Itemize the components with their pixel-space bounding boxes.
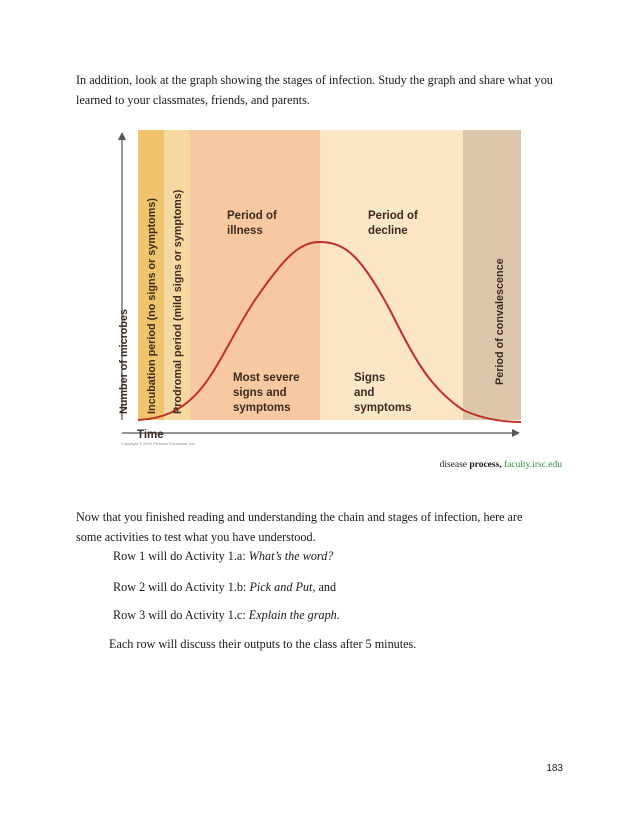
discussion-instruction: Each row will discuss their outputs to the class after 5 minutes. (109, 637, 417, 651)
severe-label-line2: signs and (233, 387, 287, 399)
row1-activity: What’s the word? (248, 549, 334, 563)
row1-assignment (113, 549, 333, 564)
severe-label-line3: symptoms (233, 402, 291, 414)
caption-bold: process, (469, 460, 502, 470)
stages-graph (115, 130, 521, 446)
row3-text: Row 3 will do Activity 1.c: (113, 608, 249, 622)
convalescence-band (463, 130, 521, 420)
copyright-note: Copyright © 2010 Pearson Education, Inc. (121, 441, 196, 446)
x-axis-arrow (512, 429, 520, 437)
illness-label-line1: Period of (227, 210, 277, 222)
signs-label-line3: symptoms (354, 402, 412, 414)
figure-caption (440, 460, 562, 470)
intro-paragraph: In addition, look at the graph showing the stages of infection. Study the graph and share what you learned to your classmates, friends, and parents. (76, 73, 553, 107)
y-axis-label: Number of microbes (118, 309, 130, 414)
row2-assignment (113, 580, 336, 595)
convalescence-label: Period of convalescence (494, 258, 506, 385)
row3-activity: Explain the graph. (248, 608, 340, 622)
incubation-label: Incubation period (no signs or symptoms) (146, 198, 158, 414)
y-axis-arrow (118, 132, 126, 140)
illness-label-line2: illness (227, 225, 263, 237)
row2-activity: Pick and Put, (249, 580, 316, 594)
signs-label-line2: and (354, 387, 375, 399)
row2-suffix: and (315, 580, 337, 594)
activities-intro: Now that you finished reading and understanding the chain and stages of infection, here are some activities to test what you have understood. (76, 510, 523, 544)
signs-label-line1: Signs (354, 372, 386, 384)
stages-of-infection-figure (115, 130, 521, 446)
prodromal-label: Prodromal period (mild signs or symptoms) (172, 189, 184, 414)
decline-band (320, 130, 463, 420)
row2-text: Row 2 will do Activity 1.b: (113, 580, 250, 594)
row1-text: Row 1 will do Activity 1.a: (113, 549, 249, 563)
caption-word: disease (439, 460, 468, 470)
decline-label-line1: Period of (368, 210, 418, 222)
decline-label-line2: decline (368, 225, 408, 237)
row3-assignment (113, 608, 340, 623)
x-axis-label: Time (137, 429, 164, 441)
severe-label-line1: Most severe (233, 372, 300, 384)
caption-link[interactable]: faculty.irsc.edu (504, 460, 562, 470)
page-number: 183 (546, 763, 563, 774)
